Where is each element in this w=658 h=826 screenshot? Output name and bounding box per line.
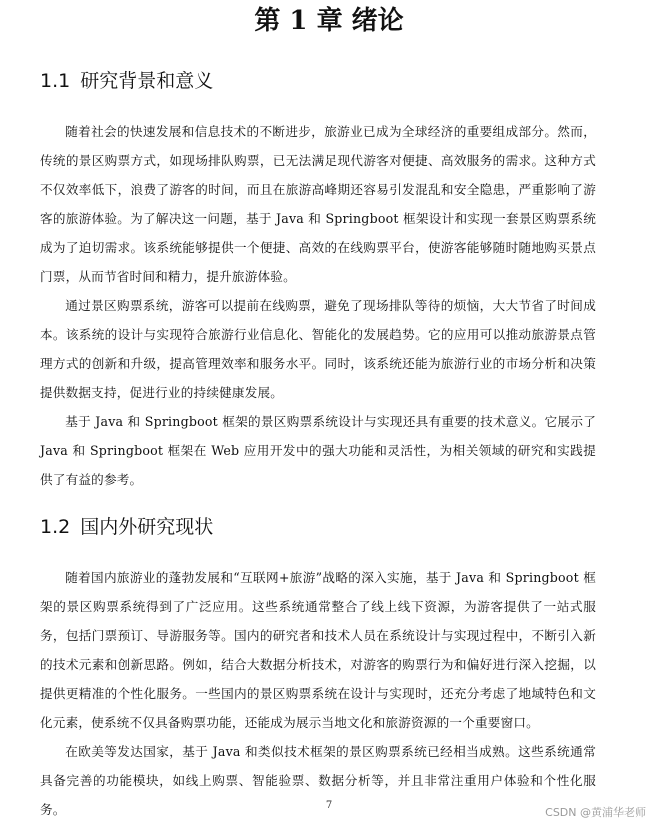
section-heading-1-2 [40, 514, 213, 540]
csdn-watermark: CSDN @黄浦华老师 [545, 806, 646, 819]
section-heading-1-1 [40, 68, 213, 94]
paragraph: 随着社会的快速发展和信息技术的不断进步，旅游业已成为全球经济的重要组成部分。然而，传统的景区购票方式，如现场排队购票，已无法满足现代游客对便捷、高效服务的需求。这种方式不仅效率低下，浪费了游客的时间，而且在旅游高峰期还容易引发混乱和安全隐患，严重影响了游客的旅游体验。为了解决这一问题，基于 Java 和 Springboot 框架设计和实现一套景区购票系统成为了迫切需求。该系统能够提供一个便捷、高效的在线购票平台，使游客能够随时随地购买景点门票，从而节省时间和精力，提升旅游体验。 [40, 124, 596, 284]
paragraph: 随着国内旅游业的蓬勃发展和“互联网+旅游”战略的深入实施，基于 Java 和 Springboot 框架的景区购票系统得到了广泛应用。这些系统通常整合了线上线下资源，为游客提供了一站式服务，包括门票预订、导游服务等。国内的研究者和技术人员在系统设计与实现过程中，不断引入新的技术元素和创新思路。例如，结合大数据分析技术，对游客的购票行为和偏好进行深入挖掘，以提供更精准的个性化服务。一些国内的景区购票系统在设计与实现时，还充分考虑了地域特色和文化元素，使系统不仅具备购票功能，还能成为展示当地文化和旅游资源的一个重要窗口。 [40, 570, 596, 730]
paragraph: 通过景区购票系统，游客可以提前在线购票，避免了现场排队等待的烦恼，大大节省了时间成本。该系统的设计与实现符合旅游行业信息化、智能化的发展趋势。它的应用可以推动旅游景点管理方式的创新和升级，提高管理效率和服务水平。同时，该系统还能为旅游行业的市场分析和决策提供数据支持，促进行业的持续健康发展。 [40, 298, 596, 400]
paragraph: 在欧美等发达国家，基于 Java 和类似技术框架的景区购票系统已经相当成熟。这些系统通常具备完善的功能模块，如线上购票、智能验票、数据分析等，并且非常注重用户体验和个性化服务。 [40, 744, 596, 817]
page-number: 7 [325, 800, 333, 811]
section-number: 1.1 [40, 70, 71, 92]
paragraph: 基于 Java 和 Springboot 框架的景区购票系统设计与实现还具有重要的技术意义。它展示了 Java 和 Springboot 框架在 Web 应用开发中的强大功能和灵活性，为相关领域的研究和实践提供了有益的参考。 [40, 414, 596, 487]
chapter-title: 第 1 章 绪论 [254, 6, 404, 36]
section-title-text: 研究背景和意义 [80, 70, 214, 92]
section-number: 1.2 [40, 516, 71, 538]
section-title-text: 国内外研究现状 [80, 516, 214, 538]
